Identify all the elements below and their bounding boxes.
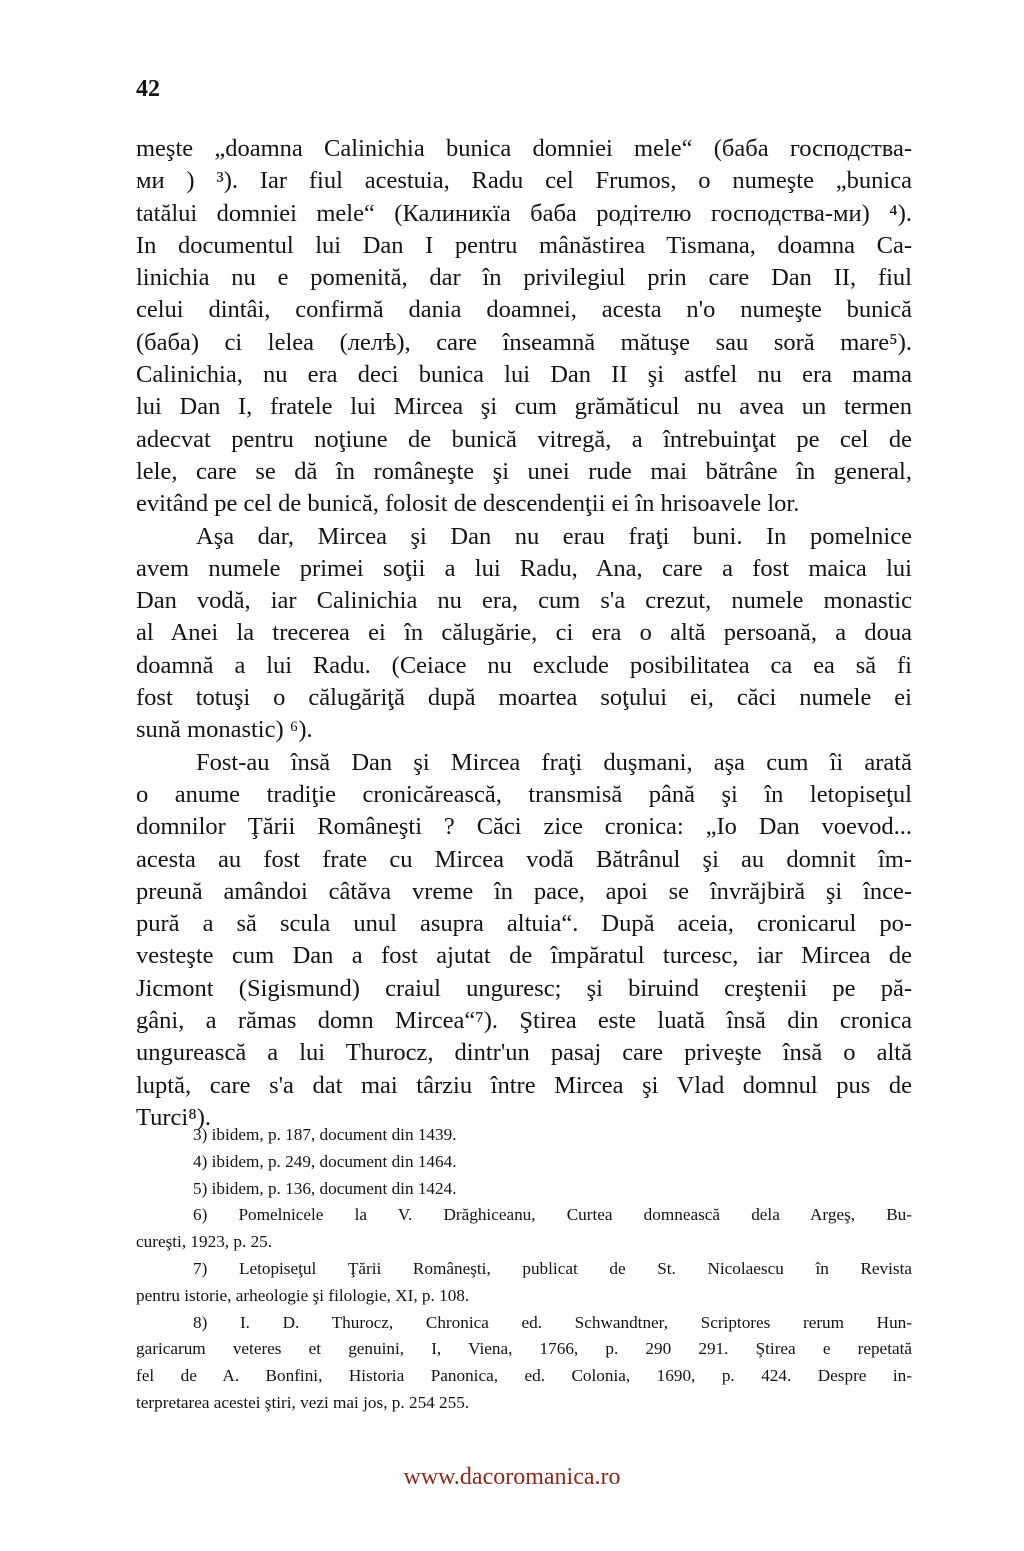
text-line: linichia nu e pomenită, dar în privilegiul prin care Dan II, fiul — [136, 264, 912, 292]
text-line: meşte „doamna Calinichia bunica domniei mele“ (баба господства- — [136, 135, 912, 162]
footer-url: www.dacoromanica.ro — [403, 1464, 621, 1490]
footnote-line: pentru istorie, arheologie şi filologie, XI, p. 108. — [136, 1285, 470, 1305]
footnote-line: 6) Pomelnicele la V. Drăghiceanu, Curtea domnească dela Argeş, Bu- — [193, 1205, 912, 1225]
text-line: vesteşte cum Dan a fost ajutat de împăratul turcesc, iar Mircea de — [136, 942, 912, 970]
footnote-line: garicarum veteres et genuini, I, Viena, 1766, p. 290 291. Ştirea e repetată — [136, 1339, 912, 1359]
text-line: celui dintâi, confirmă dania doamnei, acesta n'o numeşte bunică — [136, 296, 912, 324]
footnote-line: 3) ibidem, p. 187, document din 1439. — [193, 1125, 457, 1144]
footnote-line: 8) I. D. Thurocz, Chronica ed. Schwandtner, Scriptores rerum Hun- — [193, 1312, 912, 1332]
text-line: sună monastic) ⁶). — [136, 716, 313, 744]
text-line: Dan vodă, iar Calinichia nu era, cum s'a crezut, numele monastic — [136, 587, 912, 615]
text-line: evitând pe cel de bunică, folosit de descendenţii ei în hrisoavele lor. — [136, 490, 800, 518]
text-line: gâni, a rămas domn Mircea“⁷). Ştirea este luată însă din cronica — [136, 1007, 912, 1035]
footnote-line: terpretarea acestei ştiri, vezi mai jos, p. 254 255. — [136, 1392, 470, 1412]
text-line: lele, care se dă în româneşte şi unei rude mai bătrâne în general, — [136, 457, 912, 485]
footnote-line: 7) Letopiseţul Ţării Româneşti, publicat de St. Nicolaescu în Revista — [193, 1258, 912, 1278]
footnote-line: cureşti, 1923, p. 25. — [136, 1232, 273, 1252]
text-line: preună amândoi câtăva vreme în pace, apoi se învrăjbiră şi înce- — [136, 877, 912, 905]
text-line: acesta au fost frate cu Mircea vodă Bătrânul şi au domnit îm- — [136, 845, 912, 873]
text-line: al Anei la trecerea ei în călugărie, ci era o altă persoană, a doua — [136, 619, 912, 647]
text-line: lui Dan I, fratele lui Mircea şi cum grămăticul nu avea un termen — [136, 393, 912, 421]
text-line: (баба) ci lelea (лелѣ), care înseamnă mătuşe sau soră mare⁵). — [136, 328, 912, 356]
text-line: pură a să scula unul asupra altuia“. După aceia, cronicarul po- — [136, 910, 912, 938]
text-line: domnilor Ţării Româneşti ? Căci zice cronica: „Io Dan voevod... — [136, 813, 912, 841]
text-line: doamnă a lui Radu. (Ceiace nu exclude posibilitatea ca ea să fi — [136, 651, 912, 679]
text-line: tatălui domniei mele“ (Калиникїа баба родітелю господства-ми) ⁴). — [136, 199, 912, 227]
text-line: o anume tradiţie cronicărească, transmisă până şi în letopiseţul — [136, 780, 912, 808]
main-text — [136, 133, 912, 1134]
text-line: ungurească a lui Thurocz, dintr'un pasaj care priveşte însă o altă — [136, 1039, 912, 1067]
text-line: ми ) ³). Iar fiul acestuia, Radu cel Frumos, o numeşte „bunica — [136, 167, 912, 195]
text-line: Jicmont (Sigismund) craiul unguresc; şi biruind creştenii pe pă- — [136, 974, 912, 1002]
footnote-line: 4) ibidem, p. 249, document din 1464. — [193, 1151, 457, 1171]
text-line: avem numele primei soţii a lui Radu, Ana, care a fost maica lui — [136, 554, 912, 582]
text-line: In documentul lui Dan I pentru mânăstirea Tismana, doamna Ca- — [136, 231, 912, 259]
text-line: Fost-au însă Dan şi Mircea fraţi duşmani, aşa cum îi arată — [196, 748, 912, 776]
text-line: Calinichia, nu era deci bunica lui Dan II şi astfel nu era mama — [136, 361, 912, 389]
footnotes — [136, 1122, 912, 1417]
text-line: Turci⁸). — [136, 1103, 212, 1131]
text-line: Aşa dar, Mircea şi Dan nu erau fraţi buni. In pomelnice — [196, 522, 912, 550]
text-line: luptă, care s'a dat mai târziu între Mircea şi Vlad domnul pus de — [136, 1071, 912, 1099]
footnote-line: 5) ibidem, p. 136, document din 1424. — [193, 1178, 457, 1198]
text-line: fost totuşi o călugăriţă după moartea soţului ei, căci numele ei — [136, 684, 912, 712]
text-line: adecvat pentru noţiune de bunică vitregă, a întrebuinţat pe cel de — [136, 425, 912, 453]
page-number: 42 — [136, 76, 160, 102]
footnote-line: fel de A. Bonfini, Historia Panonica, ed. Colonia, 1690, p. 424. Despre in- — [136, 1366, 912, 1386]
